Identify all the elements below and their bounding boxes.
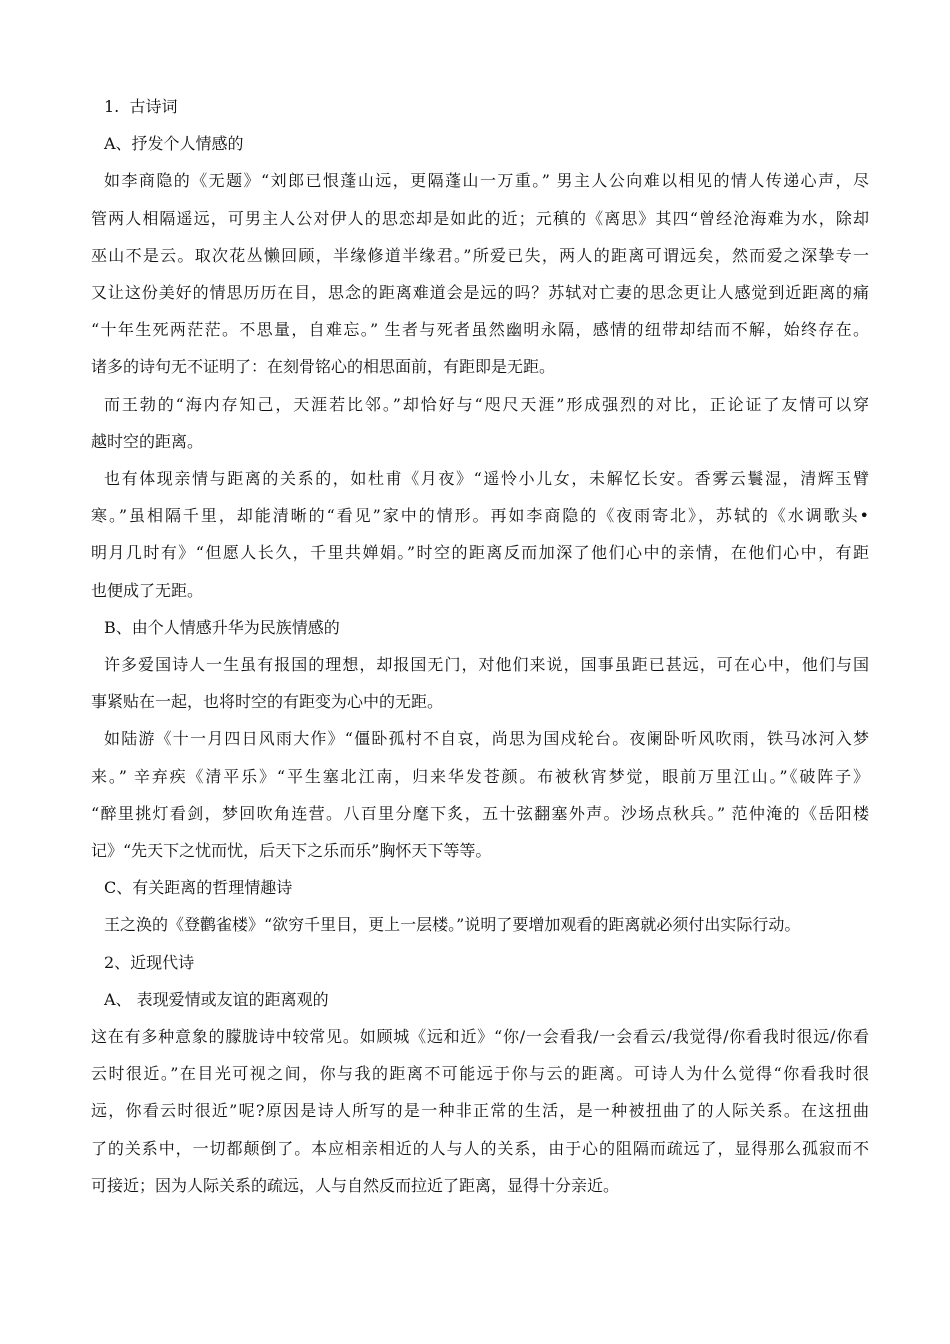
subheading-national-emotion: B、由个人情感升华为民族情感的	[104, 617, 340, 637]
text-line: 巫山不是云。取次花丛懒回顾，半缘修道半缘君。”所爱已失，两人的距离可谓远矣，然而爱之深挚专一	[91, 245, 869, 265]
text-line: 越时空的距离。	[91, 431, 204, 451]
heading-modern-poetry: 2、近现代诗	[104, 952, 195, 972]
text-line: 事紧贴在一起，也将时空的有距变为心中的无距。	[91, 692, 444, 712]
text-line: 王之涣的《登鹳雀楼》“欲穷千里目，更上一层楼。”说明了要增加观看的距离就必须付出实际行动。	[104, 915, 801, 935]
subheading-philosophical-poems: C、有关距离的哲理情趣诗	[104, 878, 293, 898]
text-line: 来。” 辛弃疾《清平乐》“平生塞北江南，归来华发苍颜。布被秋宵梦觉，眼前万里江山。”《破阵子》	[91, 766, 869, 786]
text-line: 许多爱国诗人一生虽有报国的理想，却报国无门，对他们来说，国事虽距已甚远，可在心中，他们与国	[104, 655, 869, 675]
subheading-personal-emotion: A、抒发个人情感的	[104, 134, 244, 154]
document-page	[91, 88, 869, 1204]
text-line: 管两人相隔遥远，可男主人公对伊人的思恋却是如此的近；元稹的《离思》其四“曾经沧海难为水，除却	[91, 208, 869, 228]
text-line: 远，你看云时很近”呢?原因是诗人所写的是一种非正常的生活，是一种被扭曲了的人际关系。在这扭曲	[91, 1101, 869, 1121]
text-line: 如李商隐的《无题》“刘郎已恨蓬山远，更隔蓬山一万重。” 男主人公向难以相见的情人传递心声，尽	[104, 171, 869, 191]
text-line: 这在有多种意象的朦胧诗中较常见。如顾城《远和近》“你/一会看我/一会看云/我觉得/你看我时很远/你看	[91, 1027, 869, 1047]
text-line: 又让这份美好的情思历历在目，思念的距离难道会是远的吗？苏轼对亡妻的思念更让人感觉到近距离的痛	[91, 283, 869, 303]
text-line: 而王勃的“海内存知己，天涯若比邻。”却恰好与“咫尺天涯”形成强烈的对比，正论证了友情可以穿	[104, 394, 869, 414]
subheading-love-friendship: A、 表现爱情或友谊的距离观的	[104, 989, 329, 1009]
text-line: 了的关系中，一切都颠倒了。本应相亲相近的人与人的关系，由于心的阻隔而疏远了，显得那么孤寂而不	[91, 1138, 869, 1158]
text-line: 也便成了无距。	[91, 580, 204, 600]
text-line: 诸多的诗句无不证明了：在刻骨铭心的相思面前，有距即是无距。	[91, 357, 556, 377]
text-line: 如陆游《十一月四日风雨大作》“僵卧孤村不自哀，尚思为国戍轮台。夜阑卧听风吹雨，铁马冰河入梦	[104, 729, 869, 749]
text-line: “醉里挑灯看剑，梦回吹角连营。八百里分麾下炙，五十弦翻塞外声。沙场点秋兵。” 范仲淹的《岳阳楼	[91, 803, 869, 823]
text-line: 可接近；因为人际关系的疏远，人与自然反而拉近了距离，显得十分亲近。	[91, 1175, 620, 1195]
text-line: 记》“先天下之忧而忧，后天下之乐而乐”胸怀天下等等。	[91, 841, 492, 861]
heading-ancient-poetry: 1. 古诗词	[104, 97, 178, 116]
text-line: 寒。”虽相隔千里，却能清晰的“看见”家中的情形。再如李商隐的《夜雨寄北》，苏轼的《水调歌头•	[91, 506, 869, 526]
text-line: 也有体现亲情与距离的关系的，如杜甫《月夜》“遥怜小儿女，未解忆长安。香雾云鬟湿，清辉玉臂	[104, 469, 869, 489]
text-line: 明月几时有》“但愿人长久，千里共婵娟。”时空的距离反而加深了他们心中的亲情，在他们心中，有距	[91, 543, 869, 563]
text-line: “十年生死两茫茫。不思量，自难忘。” 生者与死者虽然幽明永隔，感情的纽带却结而不解，始终存在。	[91, 320, 869, 340]
text-line: 云时很近。”在目光可视之间，你与我的距离不可能远于你与云的距离。可诗人为什么觉得“你看我时很	[91, 1064, 869, 1084]
